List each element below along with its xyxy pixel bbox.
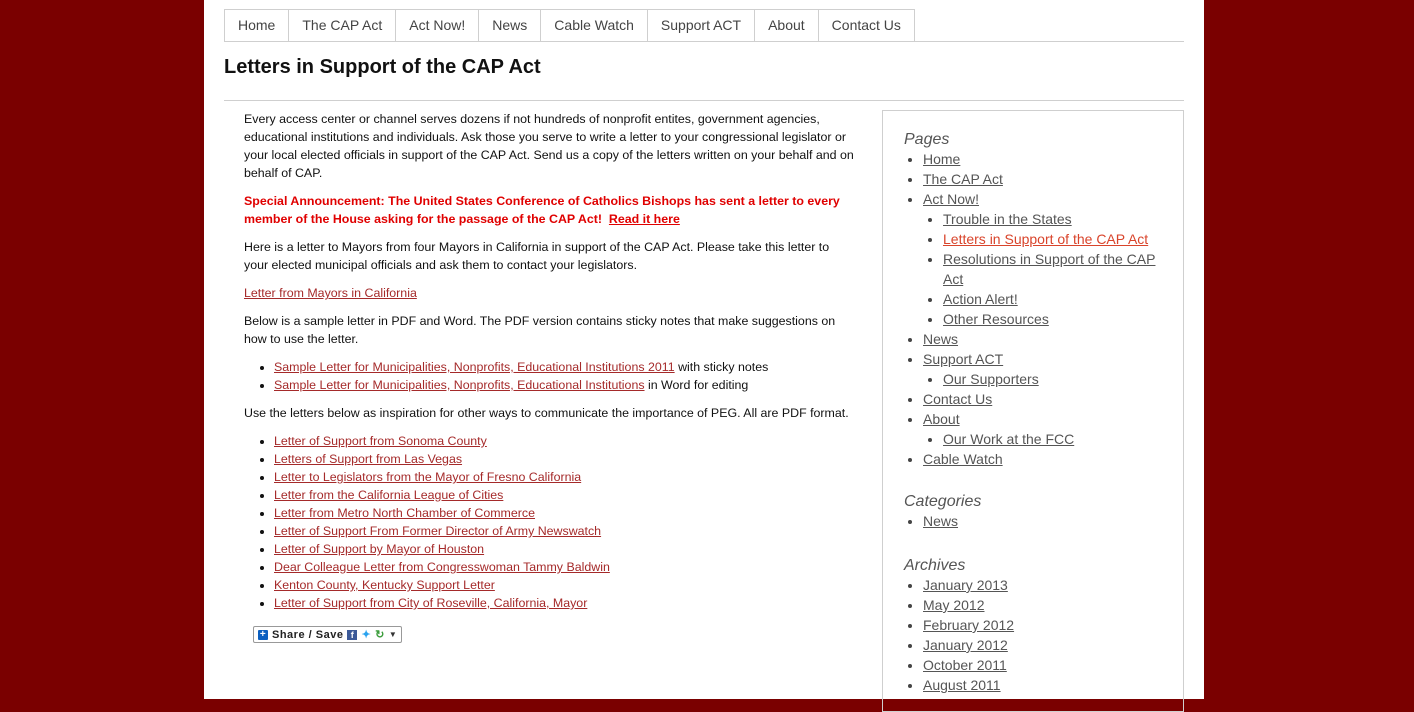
sidebar-item-about [923,409,1164,449]
sidebar-item-other-resources [943,309,1164,329]
list-item [274,468,856,486]
sidebar-archives [904,557,1164,695]
list-item [274,522,856,540]
list-item [274,540,856,558]
sidebar-item-act-now [923,189,1164,329]
sidebar-categories-title: Categories [904,493,982,510]
sidebar-link-supporters[interactable]: Our Supporters [943,371,1039,387]
sidebar-item-support [923,349,1164,389]
sidebar-link-letters-current[interactable]: Letters in Support of the CAP Act [943,231,1149,247]
sidebar-pages-title: Pages [904,131,950,148]
sidebar-item-archive [923,635,1164,655]
special-announcement-text: Special Announcement: The United States Conference of Catholics Bishops has sent a letter to every member of the House asking for the passage of the CAP Act! [244,194,840,226]
sidebar-link-trouble[interactable]: Trouble in the States [943,211,1072,227]
sidebar-item-cable-watch [923,449,1164,469]
sidebar-pages [904,131,1164,469]
sidebar-item-archive [923,655,1164,675]
intro-paragraph: Every access center or channel serves dozens if not hundreds of nonprofit entites, government agencies, educational institutions and individuals. Ask those you serve to write a letter to your congressional legislator or your local elected officials in support of the CAP Act. Send us a copy of the letters written on your behalf and on behalf of CAP. [244,112,854,180]
title-divider [224,100,1184,101]
chevron-down-icon: ▼ [388,629,398,639]
nav-about[interactable]: About [755,9,819,41]
sidebar-item-letters [943,229,1164,249]
sidebar-categories [904,493,1164,531]
more-share-icon: ↻ [375,628,385,641]
letter-link[interactable]: Letter of Support from City of Roseville, California, Mayor [274,596,588,610]
main-nav [224,9,1184,42]
sidebar-link-fcc[interactable]: Our Work at the FCC [943,431,1075,447]
letter-link[interactable]: Kenton County, Kentucky Support Letter [274,578,495,592]
letter-link[interactable]: Letter of Support by Mayor of Houston [274,542,485,556]
sample-intro: Below is a sample letter in PDF and Word. The PDF version contains sticky notes that make suggestions on how to use the letter. [244,314,836,346]
twitter-icon: ✦ [361,628,372,641]
list-item [274,358,856,376]
letter-link[interactable]: Dear Colleague Letter from Congresswoman Tammy Baldwin [274,560,610,574]
nav-news[interactable]: News [479,9,541,41]
sample-letter-pdf-note: with sticky notes [674,360,769,374]
page-title: Letters in Support of the CAP Act [224,56,541,78]
facebook-icon: f [347,630,357,640]
letter-link[interactable]: Letter to Legislators from the Mayor of Fresno California [274,470,582,484]
letter-link[interactable]: Letter of Support From Former Director of Army Newswatch [274,524,602,538]
sidebar-link-action-alert[interactable]: Action Alert! [943,291,1018,307]
letter-link[interactable]: Letter from the California League of Cities [274,488,504,502]
nav-cable-watch[interactable]: Cable Watch [541,9,648,41]
list-item [274,594,856,612]
archive-link[interactable]: January 2013 [923,577,1008,593]
sample-letter-list [244,358,856,394]
nav-contact-us[interactable]: Contact Us [819,9,915,41]
sidebar-link-other-resources[interactable]: Other Resources [943,311,1049,327]
letter-link[interactable]: Letter of Support from Sonoma County [274,434,487,448]
sidebar-item-archive [923,595,1164,615]
mayors-link-paragraph [244,284,856,302]
nav-act-now[interactable]: Act Now! [396,9,479,41]
sample-letter-word-note: in Word for editing [644,378,749,392]
share-save-button[interactable] [253,626,402,643]
letter-link[interactable]: Letter from Metro North Chamber of Commerce [274,506,535,520]
list-item [274,432,856,450]
sidebar-item-supporters [943,369,1164,389]
sidebar-link-cap-act[interactable]: The CAP Act [923,171,1003,187]
plus-icon: + [259,628,267,640]
sidebar-link-news[interactable]: News [923,331,959,347]
archive-link[interactable]: August 2011 [923,677,1001,693]
list-item [274,504,856,522]
nav-support-act[interactable]: Support ACT [648,9,755,41]
sidebar-item-news [923,329,1164,349]
archive-link[interactable]: January 2012 [923,637,1008,653]
list-item [274,576,856,594]
sidebar-item-cap-act [923,169,1164,189]
nav-cap-act[interactable]: The CAP Act [289,9,396,41]
sidebar-item-action-alert [943,289,1164,309]
sidebar-link-support[interactable]: Support ACT [923,351,1004,367]
archive-link[interactable]: May 2012 [923,597,985,613]
main-content [244,110,856,643]
sidebar-item-archive [923,675,1164,695]
letters-list [244,432,856,612]
sidebar-link-category-news[interactable]: News [923,513,959,529]
letter-link[interactable]: Letters of Support from Las Vegas [274,452,463,466]
mayors-letter-link[interactable]: Letter from Mayors in California [244,286,417,300]
sidebar-item-category [923,511,1164,531]
sidebar-link-act-now[interactable]: Act Now! [923,191,980,207]
archive-link[interactable]: October 2011 [923,657,1007,673]
page-container [204,0,1204,699]
sidebar-item-archive [923,575,1164,595]
sidebar-link-home[interactable]: Home [923,151,961,167]
sidebar-item-trouble [943,209,1164,229]
sidebar-item-archive [923,615,1164,635]
list-item [274,558,856,576]
sidebar-link-resolutions[interactable]: Resolutions in Support of the CAP Act [943,251,1156,287]
sidebar [882,110,1184,712]
sidebar-link-contact[interactable]: Contact Us [923,391,993,407]
sidebar-archives-title: Archives [904,557,966,574]
share-save-label: Share / Save [272,628,344,641]
mayors-paragraph: Here is a letter to Mayors from four Mayors in California in support of the CAP Act. Please take this letter to your elected municipal officials and ask them to contact your legislators. [244,240,830,272]
sample-letter-pdf-link[interactable]: Sample Letter for Municipalities, Nonprofits, Educational Institutions 2011 [274,360,675,374]
sidebar-item-contact [923,389,1164,409]
read-it-here-link[interactable]: Read it here [608,212,680,226]
sample-letter-word-link[interactable]: Sample Letter for Municipalities, Nonprofits, Educational Institutions [274,378,645,392]
list-item [274,486,856,504]
list-item [274,376,856,394]
sidebar-item-home [923,149,1164,169]
archive-link[interactable]: February 2012 [923,617,1015,633]
inspiration-paragraph: Use the letters below as inspiration for other ways to communicate the importance of PEG. All are PDF format. [244,406,849,420]
list-item [274,450,856,468]
sidebar-item-resolutions [943,249,1164,289]
nav-home[interactable]: Home [224,9,289,41]
sidebar-link-about[interactable]: About [923,411,960,427]
special-announcement [244,192,856,228]
sidebar-item-fcc [943,429,1164,449]
sidebar-link-cable-watch[interactable]: Cable Watch [923,451,1003,467]
